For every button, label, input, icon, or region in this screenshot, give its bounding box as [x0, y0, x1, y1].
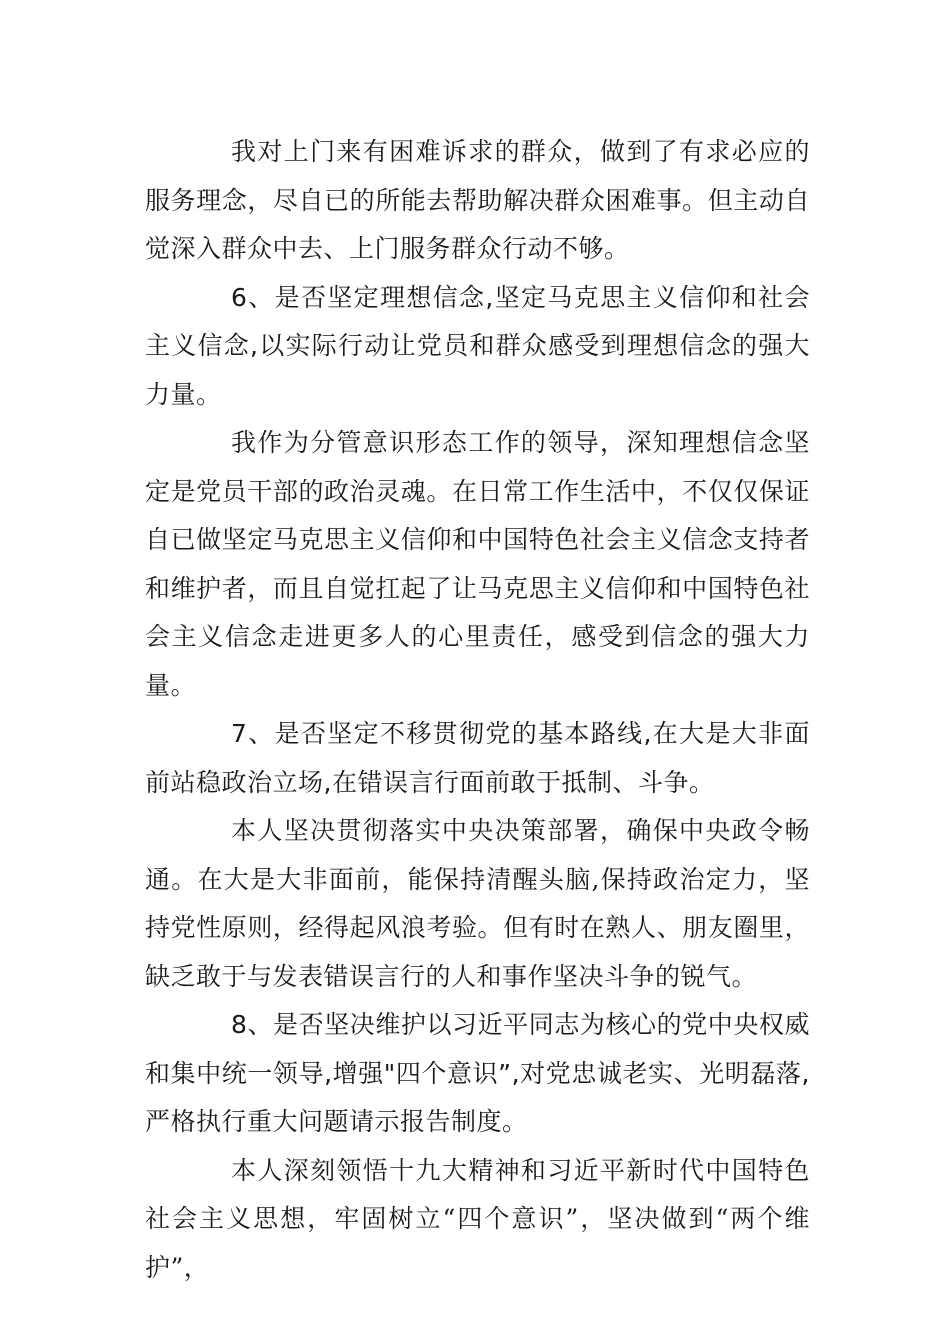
paragraph-question-7: 7、是否坚定不移贯彻党的基本路线,在大是大非面前站稳政治立场,在错误言行面前敢于抵制、斗争。 — [145, 719, 810, 797]
paragraph-service-attitude: 我对上门来有困难诉求的群众，做到了有求必应的服务理念，尽自已的所能去帮助解决群众困难事。但主动自觉深入群众中去、上门服务群众行动不够。 — [145, 137, 810, 263]
paragraph-loyalty-answer: 本人深刻领悟十九大精神和习近平新时代中国特色社会主义思想，牢固树立“四个意识”，坚决做到“两个维护”， — [145, 1155, 810, 1282]
document-body — [145, 128, 810, 1292]
paragraph-question-8: 8、是否坚决维护以习近平同志为核心的党中央权威和集中统一领导,增强"四个意识”,对党忠诚老实、光明磊落,严格执行重大问题请示报告制度。 — [145, 1010, 810, 1136]
paragraph-ideals-answer: 我作为分管意识形态工作的领导，深知理想信念坚定是党员干部的政治灵魂。在日常工作生活中，不仅仅保证自已做坚定马克思主义信仰和中国特色社会主义信念支持者和维护者，而且自觉扛起了让马克思主义信仰和中国特色社会主义信念走进更多人的心里责任，感受到信念的强大力量。 — [145, 428, 810, 700]
paragraph-question-6: 6、是否坚定理想信念,坚定马克思主义信仰和社会主义信念,以实际行动让党员和群众感受到理想信念的强大力量。 — [145, 282, 810, 409]
paragraph-party-line-answer: 本人坚决贯彻落实中央决策部署，确保中央政令畅通。在大是大非面前，能保持清醒头脑,保持政治定力，坚持党性原则，经得起风浪考验。但有时在熟人、朋友圈里，缺乏敢于与发表错误言行的人和事作坚决斗争的锐气。 — [145, 816, 810, 991]
